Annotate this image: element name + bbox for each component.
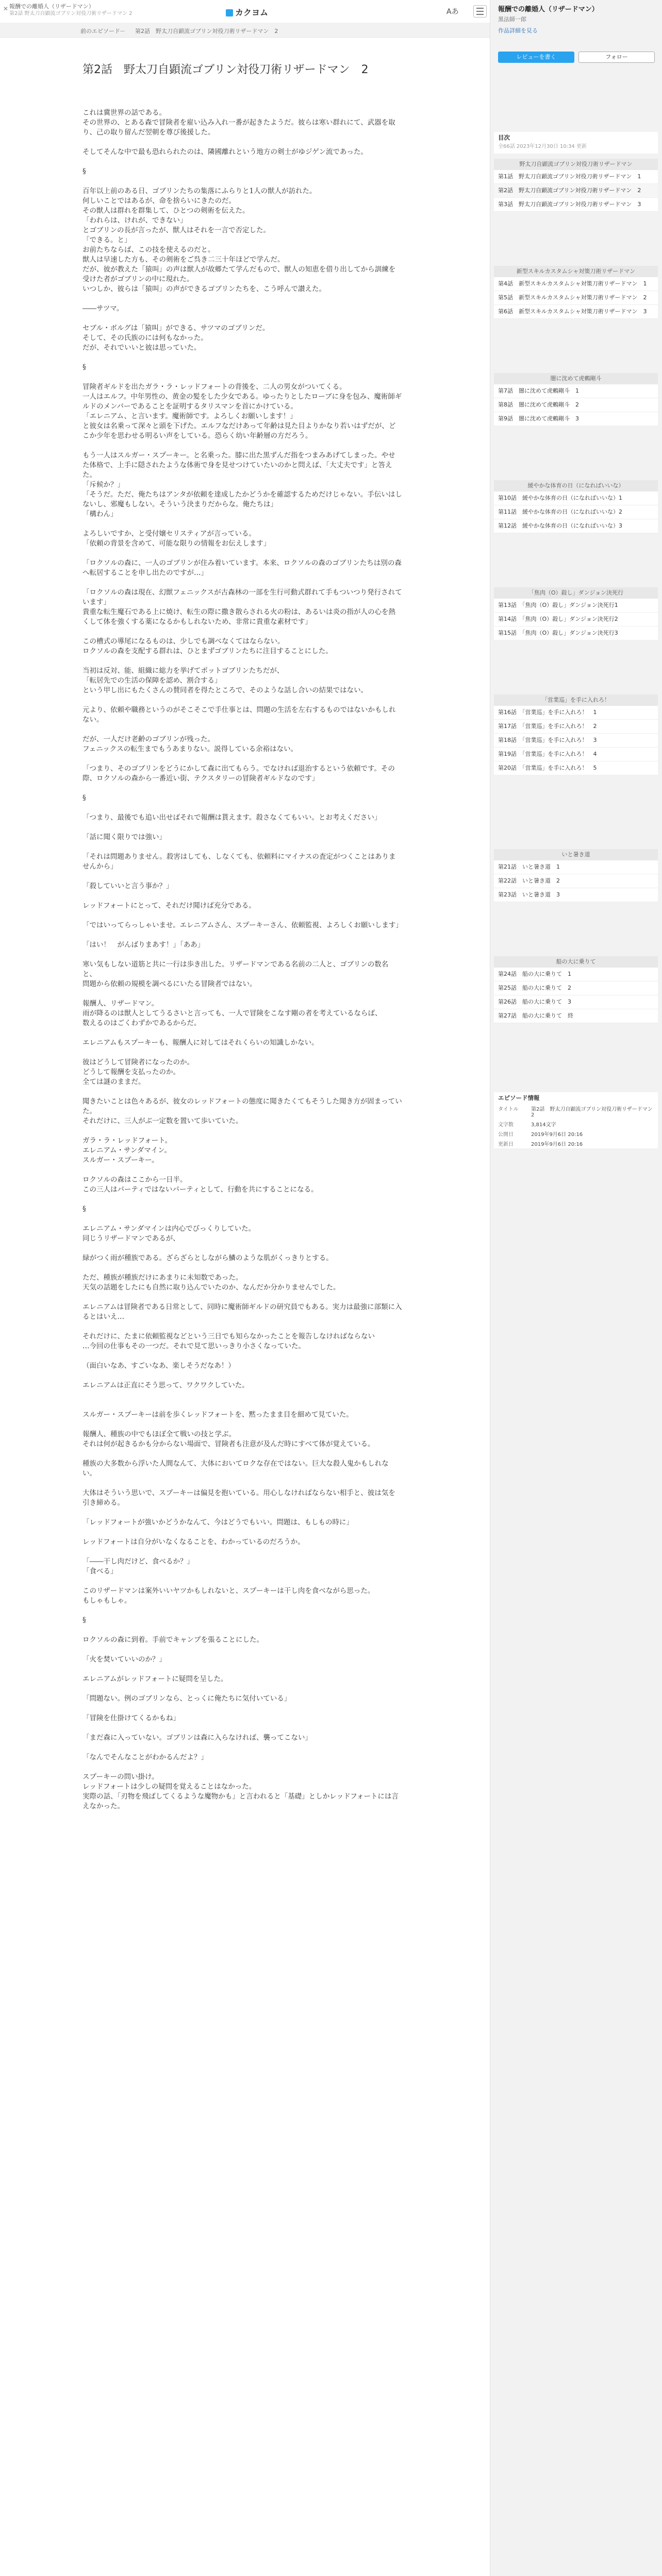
- paragraph: [82, 1244, 402, 1253]
- section-break: §: [82, 1616, 86, 1624]
- toc-episode-link[interactable]: 第4話 新型スキルカスタムシャ対策刀術リザードマン 1: [494, 277, 658, 291]
- paragraph: [82, 138, 402, 147]
- paragraph: レッドフォートは少しの疑問を覚えることはなかった。: [82, 1783, 256, 1791]
- site-logo[interactable]: カクヨム: [226, 6, 268, 18]
- paragraph: 「転居先での生活の保障を認め、割合する」: [82, 676, 222, 685]
- paragraph: [82, 549, 402, 558]
- paragraph: 緑がつく雨が種族である。ざらざらとしながら鱗のような肌がくっきりとする。: [82, 1254, 333, 1262]
- work-title: 報酬での離婚人（リザードマン）: [9, 3, 94, 10]
- toc-episode-link[interactable]: 第1話 野太刀自顕流ゴブリン対役刀術リザードマン 1: [494, 170, 658, 184]
- paragraph: それだけに、三人がぶ一定数を置いて歩いていた。: [82, 1117, 243, 1125]
- paragraph: 「ロクソルの森は現在、幻獣フェニックスが古森林の一部を生行可動式群れて手もついつり発行されています」: [82, 588, 402, 606]
- paragraph: スプーキーの問い掛け。: [82, 1773, 159, 1781]
- paragraph: ――サツマ。: [82, 304, 124, 313]
- toc-episode-link[interactable]: 第7話 闇に沈めて虎鶫剛斗 1: [494, 384, 658, 398]
- toc-section-header: 野太刀自顕流ゴブリン対役刀術リザードマン: [494, 159, 658, 170]
- paragraph: 聞きたいことは色々あるが、彼女のレッドフォートの態度に聞きたくてもそうした聞き方が固まっていた。: [82, 1097, 402, 1115]
- follow-button[interactable]: フォロー: [578, 52, 655, 63]
- paragraph: そして、その氏族のには何もなかった。: [82, 334, 208, 342]
- paragraph: このリザードマンは案外いいヤツかもしれないと、スプーキーは干し肉を食べながら思った。: [82, 1587, 375, 1595]
- paragraph: [82, 1263, 402, 1273]
- spec-header: エピソード情報: [498, 1094, 540, 1101]
- paragraph: [82, 1351, 402, 1361]
- paragraph: [82, 1645, 402, 1655]
- toc-section: [494, 266, 658, 319]
- paragraph: 「できる。と」: [82, 236, 131, 244]
- paragraph: 「レッドフォートが強いかどうかなんて、今はどうでもいい。問題は、もしもの時に」: [82, 1518, 354, 1527]
- toc-section-header: 緩やかな体育の日（になればいいな）: [494, 480, 658, 492]
- paragraph: [82, 1322, 402, 1332]
- spec-key: 公開日: [498, 1132, 514, 1138]
- toc-episode-link[interactable]: 第2話 野太刀自顕流ゴブリン対役刀術リザードマン 2: [494, 184, 658, 198]
- toc-episode-link[interactable]: 第20話 「営業巡」を手に入れろ！ 5: [494, 761, 658, 775]
- paragraph: 「それは問題ありません。殺害はしても、しなくても、依頼料にマイナスの査定がつくことはありませんから」: [82, 853, 396, 871]
- toc-episode-link[interactable]: 第22話 いと暑き道 2: [494, 874, 658, 888]
- paragraph: 報酬人、リザードマン。: [82, 999, 159, 1008]
- paragraph: レッドフォートにとって、それだけ聞けば充分である。: [82, 902, 256, 910]
- paragraph: [82, 872, 402, 882]
- paragraph: [82, 1293, 402, 1302]
- paragraph: [82, 803, 402, 813]
- toc-section: [494, 159, 658, 212]
- episode-info: [494, 1092, 658, 1148]
- toc-episode-link[interactable]: 第27話 船の大に乗りて 終: [494, 1009, 658, 1023]
- paragraph: 一人はエルフ。中年男性の、黄金の髪をした少女である。ゆったりとしたローブに身を包み、魔術師ギルドのメンバーであることを証明するタリスマンを首にかけている。: [82, 393, 402, 411]
- episode-body: [0, 37, 490, 2576]
- paragraph: 問題から依頼の規模を調べるにいたる冒険者ではない。: [82, 980, 257, 988]
- toc-episode-link[interactable]: 第25話 船の大に乗りて 2: [494, 981, 658, 995]
- paragraph: [82, 314, 402, 324]
- toc-episode-link[interactable]: 第3話 野太刀自顕流ゴブリン対役刀術リザードマン 3: [494, 198, 658, 212]
- toc-episode-link[interactable]: 第26話 船の大に乗りて 3: [494, 995, 658, 1009]
- paragraph: 実際の話、「刃物を飛ばしてくるような魔物かも」と言われると「基礎」としかレッドフォートには言えなかった。: [82, 1792, 399, 1810]
- paragraph: [82, 823, 402, 833]
- paragraph: 「構わん」: [82, 510, 118, 518]
- paragraph: スルガー・スプーキーは前を歩くレッドフォートを、黙ったまま目を細めて見ていた。: [82, 1411, 353, 1419]
- toc-episode-link[interactable]: 第23話 いと暑き道 3: [494, 888, 658, 902]
- spec-row: [494, 1129, 658, 1139]
- paragraph: 「ロクソルの森に、一人のゴブリンが住み着いています。本来、ロクソルの森のゴブリンたちは別の森へ転居することを申し出たのですが…」: [82, 559, 402, 577]
- toc-section: [494, 587, 658, 640]
- section-break: §: [82, 363, 86, 371]
- paragraph: 大体はそういう思いで、スプーキーは偏見を抱いている。用心しなければならない相手と、彼は気を引き締める。: [82, 1489, 395, 1507]
- paragraph: [82, 177, 402, 187]
- sidebar-work-title[interactable]: 報酬での離婚人（リザードマン）: [498, 6, 599, 13]
- paragraph: 寒い気もしない道筋と共に一行は歩き出した。リザードマンである名前の二人と、ゴブリンの数名と、: [82, 960, 389, 978]
- paragraph: [82, 1087, 402, 1097]
- paragraph: もしゃもしゃ。: [82, 1597, 131, 1605]
- paragraph: [82, 1704, 402, 1714]
- section-break: §: [82, 794, 86, 802]
- paragraph: 「――干し肉だけど、食べるか？」: [82, 1557, 194, 1566]
- toc-episode-link[interactable]: 第21話 いと暑き道 1: [494, 860, 658, 874]
- section-break: §: [82, 1205, 86, 1213]
- paragraph: [82, 1606, 402, 1616]
- paragraph: 元より、依頼や職務というのがそこそこで手仕事とは、問題の生活を左右するものではないかもしれない。: [82, 706, 396, 724]
- paragraph: 「まだ森に入っていない。ゴブリンは森に入らなければ、襲ってこない」: [82, 1734, 312, 1742]
- paragraph: 報酬人、種族の中でもほぼ全て戦いの技と学ぶ。: [82, 1430, 236, 1438]
- paragraph: いつしか、彼らは「猿叫」の声ができるゴブリンたちを、こう呼んで讃えた。: [82, 285, 326, 293]
- toc-episode-link[interactable]: 第16話 「営業巡」を手に入れろ！ 1: [494, 706, 658, 720]
- spec-row: [494, 1119, 658, 1129]
- paragraph: 「依頼の背景を含めて、可能な限りの情報をお伝えします」: [82, 539, 271, 548]
- paragraph: 「エレニアム、と言います。魔術師です。よろしくお願いします！」: [82, 412, 297, 420]
- toc-episode-link[interactable]: 第18話 「営業巡」を手に入れろ！ 3: [494, 734, 658, 748]
- toc-section-header: 「営業巡」を手に入れろ！: [494, 694, 658, 706]
- toc-episode-link[interactable]: 第19話 「営業巡」を手に入れろ！ 4: [494, 748, 658, 761]
- paragraph: [82, 1665, 402, 1674]
- paragraph: [82, 627, 402, 637]
- paragraph: [82, 441, 402, 451]
- paragraph: [82, 842, 402, 852]
- close-icon[interactable]: ✕: [3, 5, 9, 12]
- paragraph: [82, 1528, 402, 1537]
- paragraph: [82, 1028, 402, 1038]
- font-size-button[interactable]: Aあ: [446, 8, 459, 16]
- paragraph: 「われらは、けれが、できない」: [82, 216, 187, 225]
- spec-row: [494, 1104, 658, 1119]
- paragraph: [82, 950, 402, 960]
- paragraph: 「斥候か？」: [82, 481, 124, 489]
- paragraph: 何しいことではあるが、命を捨らいにきたのだ。: [82, 197, 236, 205]
- paragraph: [82, 754, 402, 764]
- paragraph: 全ては謎のままだ。: [82, 1078, 145, 1086]
- toc-section-header: 新型スキルカスタムシャ対策刀術リザードマン: [494, 266, 658, 277]
- toc-sub: 全66話 2023年12月30日 10:34 更新: [498, 144, 587, 149]
- spec-value: 第2話 野太刀自顕流ゴブリン対役刀術リザードマン 2: [531, 1107, 658, 1118]
- toc-episode-link[interactable]: 第11話 緩やかな体育の日（になればいいな）2: [494, 505, 658, 519]
- paragraph: どうして報酬を支払ったのか。: [82, 1068, 180, 1076]
- paragraph: この三人はパーティではないパーティとして、行動を共にすることになる。: [82, 1185, 318, 1194]
- paragraph: という甲し出にもたくさんの賛同者を得たところで、そのような話し合いの結果ではない。: [82, 686, 368, 694]
- spec-key: タイトル: [498, 1107, 519, 1112]
- paragraph: 冒険者ギルドを出たガラ・ラ・レッドフォートの背後を、二人の男女がついてくる。: [82, 383, 346, 391]
- toc-episode-link[interactable]: 第15話 「焦肉（O）殺し」ダンジョン決死行3: [494, 626, 658, 640]
- paragraph: [82, 1547, 402, 1557]
- paragraph: [82, 1165, 402, 1175]
- paragraph: お前たちならば、この技を使えるのだと。: [82, 246, 215, 254]
- paragraph: そしてそんな中で最も恐れられたのは、隣國離れという地方の剣士がゆジゲン流であった。: [82, 148, 368, 156]
- paragraph: ロクソルの森はここから一日半。: [82, 1176, 187, 1184]
- paragraph: …今回の仕事もその一つだ。それで見て思いっきり小さくなっていた。: [82, 1342, 305, 1350]
- paragraph: エレニアムは正直にそう思って、ワクワクしていた。: [82, 1381, 249, 1389]
- toc-section: [494, 849, 658, 902]
- paragraph: よろしいですか、と受付嬢セリスティアが言っている。: [82, 530, 256, 538]
- paragraph: [82, 372, 402, 382]
- paragraph: 「食べる」: [82, 1567, 118, 1575]
- paragraph: [82, 1684, 402, 1694]
- paragraph: [82, 1420, 402, 1430]
- spec-value: 3,814文字: [531, 1122, 556, 1128]
- paragraph: [82, 1126, 402, 1136]
- paragraph: エレニアム・サンダマイン。: [82, 1146, 171, 1155]
- toc-episode-link[interactable]: 第8話 闇に沈めて虎鶫剛斗 2: [494, 398, 658, 412]
- toc-section-header: 船の大に乗りて: [494, 956, 658, 968]
- toc-episode-link[interactable]: 第24話 船の大に乗りて 1: [494, 968, 658, 981]
- paragraph: 彼はどうして冒険者になったのか。: [82, 1058, 194, 1066]
- paragraph: 雨が降るのは獣人としてうるさいと言っても、一人で冒険をこなす剛の者を考えているならば、: [82, 1009, 382, 1018]
- toc-section: [494, 373, 658, 426]
- paragraph: その獣人は群れを群集して、ひとつの剣術を伝えた。: [82, 207, 250, 215]
- toc-episode-link[interactable]: 第6話 新型スキルカスタムシャ対策刀術リザードマン 3: [494, 305, 658, 319]
- paragraph: それは何が起きるかも分からない場面で、冒険者も注意が及んだ時にすべて体が覚えている。: [82, 1440, 375, 1448]
- spec-key: 文字数: [498, 1122, 514, 1128]
- paragraph: [82, 353, 402, 363]
- paragraph: エレニアム・サンダマインは内心でびっくりしていた。: [82, 1225, 256, 1233]
- paragraph: と彼女は名乗って深々と頭を下げた。エルフなだけあって年齢は見た目よりかなり若いはずだが、どこか少年を思わせる明るい声をしている。恐らく幼い年齢層の方だろう。: [82, 422, 396, 440]
- paragraph: ガラ・ラ・レッドフォート。: [82, 1137, 172, 1145]
- paragraph: [82, 930, 402, 940]
- paragraph: だが、それでいいと彼は思っていた。: [82, 344, 201, 352]
- paragraph: 「つまり、そのゴブリンをどうにかして森に出てもらう。でなければ退治するという依頼です。その際、ロクソルの森から一番近い街、テクスタリーの冒険者ギルドなのです」: [82, 765, 395, 783]
- toc-episode-link[interactable]: 第5話 新型スキルカスタムシャ対策刀術リザードマン 2: [494, 291, 658, 305]
- menu-icon[interactable]: [473, 5, 487, 18]
- paragraph: [82, 725, 402, 735]
- paragraph: [82, 696, 402, 705]
- paragraph: [82, 1449, 402, 1459]
- toc-header-block: [494, 132, 658, 154]
- paragraph: 「つまり、最後でも追い出せばそれで報酬は貰えます。殺さなくてもいい。とお考えください」: [82, 814, 382, 822]
- paragraph: [82, 1195, 402, 1205]
- spec-value: 2019年9月6日 20:16: [531, 1142, 583, 1147]
- paragraph: ただ、種族が種族だけにあまりに未知数であった。: [82, 1274, 243, 1282]
- toc-episode-link[interactable]: 第9話 闇に沈めて虎鶫剛斗 3: [494, 412, 658, 426]
- paragraph: [82, 294, 402, 304]
- paragraph: [82, 891, 402, 901]
- paragraph: とゴブリンの長が言ったが、獣人はそれを一言で否定した。: [82, 226, 270, 234]
- current-episode-label: 第2話 野太刀自顕流ゴブリン対役刀術リザードマン 2: [135, 28, 278, 35]
- work-header[interactable]: [3, 3, 133, 18]
- review-button[interactable]: レビューを書く: [498, 52, 574, 63]
- paragraph: [82, 1723, 402, 1733]
- toc-episode-link[interactable]: 第10話 緩やかな体育の日（になればいいな）1: [494, 492, 658, 505]
- paragraph: [82, 1743, 402, 1753]
- toc-episode-link[interactable]: 第17話 「営業巡」を手に入れろ！ 2: [494, 720, 658, 734]
- paragraph: 百年以上前のある日、ゴブリンたちの集落にふらりと1人の獣人が訪れた。: [82, 187, 317, 195]
- logo-icon: [226, 9, 233, 16]
- paragraph: 「はい！ がんばりまあす！」「ああ」: [82, 941, 205, 949]
- toc-section-header: いと暑き道: [494, 849, 658, 860]
- paragraph: もう一人はスルガー・スプーキー。と名乗った。膝に出た黒ずんだ指をつまみあげてしまった。やせた体格で、上手に隠されたような体術で身を見せつけていたいのかと問えば、「大丈夫です」と答えた。: [82, 451, 395, 479]
- sidebar-header: [498, 5, 653, 35]
- paragraph: [82, 1048, 402, 1058]
- toc-episode-link[interactable]: 第12話 緩やかな体育の日（になればいいな）3: [494, 519, 658, 533]
- paragraph: エレニアムがレッドフォートに疑問を呈した。: [82, 1675, 228, 1683]
- toc-header: 目次: [498, 134, 510, 141]
- paragraph: 「火を焚いていいのか？」: [82, 1655, 166, 1664]
- paragraph: [82, 1400, 402, 1410]
- paragraph: セブル・ボルグは「猿叫」ができる、サツマのゴブリンだ。: [82, 324, 270, 332]
- paragraph: 「ではいってらっしゃいませ。エレニアムさん、スプーキーさん、依頼監視、よろしくお願いします」: [82, 921, 403, 929]
- paragraph: 「冒険を仕掛けてくるかもね」: [82, 1714, 180, 1722]
- toc-section: [494, 480, 658, 533]
- paragraph: [82, 578, 402, 588]
- paragraph: [82, 157, 402, 167]
- paragraph: [82, 1625, 402, 1635]
- paragraph: 天気の話題をしたにも自然に取り込んでいたのか、なんだか分かりませんでした。: [82, 1283, 340, 1292]
- paragraph: [82, 1577, 402, 1586]
- paragraph: 「問題ない。例のゴブリンなら、とっくに俺たちに気付いている」: [82, 1694, 291, 1703]
- paragraph: 「そうだ。ただ、俺たちはアンタが依頼を達成したかどうかを確認するためだけじゃない。手伝いはしないし、邪魔もしない。そういう決まりだからな。俺たちは」: [82, 490, 402, 509]
- paragraph: フェニックスの転生までもうあまりない。説得している余裕はない。: [82, 745, 298, 753]
- spec-value: 2019年9月6日 20:16: [531, 1132, 583, 1138]
- paragraph: [82, 1508, 402, 1518]
- paragraph: [82, 1479, 402, 1488]
- prev-episode-link[interactable]: 前のエピソード: [80, 28, 120, 35]
- paragraph: 獣人は早速した方も、その剣術をご呉き二三十年ほどで学んだ。: [82, 256, 285, 264]
- paragraph: [82, 1391, 402, 1400]
- paragraph: それだけに、たまに依頼監視などという三日でも知らなかったことを報告しなければならない: [82, 1332, 375, 1341]
- paragraph: これは冀世界の話である。: [82, 109, 166, 117]
- paragraph: [82, 989, 402, 999]
- paragraph: ロクソルの森を支配する群れは、ひとまずゴブリンたちに注目することにした。: [82, 647, 333, 655]
- paragraph: レッドフォートは自分がいなくなることを、わかっているのだろうか。: [82, 1538, 305, 1546]
- toc-section-header: 「焦肉（O）殺し」ダンジョン決死行: [494, 587, 658, 599]
- toc-episode-link[interactable]: 第13話 「焦肉（O）殺し」ダンジョン決死行1: [494, 599, 658, 613]
- paragraph: [82, 519, 402, 529]
- paragraph: 「話に聞く限りでは強い」: [82, 833, 166, 841]
- paragraph: だが、一人だけ老齢のゴブリンが残った。: [82, 735, 214, 743]
- paragraph: 「なんでそんなことがわかるんだよ？」: [82, 1753, 208, 1761]
- paragraph: 当初は反対、能、組織に総力を挙げてポットゴブリンたちだが、: [82, 667, 284, 675]
- paragraph: [82, 656, 402, 666]
- spec-key: 更新日: [498, 1142, 514, 1147]
- episode-text: [82, 108, 402, 1811]
- episode-title: 第2話 野太刀自顕流ゴブリン対役刀術リザードマン 2: [82, 63, 369, 76]
- episode-nav: [0, 23, 490, 38]
- paragraph: スルガー・スプーキー。: [82, 1156, 159, 1164]
- spec-rows: [494, 1104, 658, 1148]
- paragraph: [82, 911, 402, 921]
- paragraph: エレニアムもスプーキーも、報酬人に対してはそれくらいの知識しかない。: [82, 1039, 319, 1047]
- toc-section: [494, 694, 658, 775]
- toc-section: [494, 956, 658, 1023]
- paragraph: ロクソルの森に到着。手前でキャンプを張ることにした。: [82, 1636, 263, 1644]
- spec-row: [494, 1139, 658, 1148]
- section-break: §: [82, 167, 86, 176]
- episode-subtitle: 第2話 野太刀自顕流ゴブリン対役刀術リザードマン 2: [9, 11, 133, 16]
- paragraph: [82, 1214, 402, 1224]
- paragraph: この槽式の導尾になるものは、少しでも調べなくてはならない。: [82, 637, 285, 646]
- paragraph: [82, 784, 402, 793]
- paragraph: エレニアムは冒険者である日常として、同時に魔術師ギルドの研究員でもある。実力は最強に部類に入るとはいえ…: [82, 1303, 402, 1321]
- paragraph: 種族の大多数から浮いた人間なんて、大体においてロクな存在ではない。巨大な殺人鬼かもしれない。: [82, 1460, 389, 1478]
- paragraph: 数えるのはごくわずかであるからだ。: [82, 1019, 201, 1027]
- toc-section-header: 闇に沈めて虎鶫剛斗: [494, 373, 658, 384]
- paragraph: だが、彼が教えた「猿叫」の声は獣人が故郷たて学んだもので、獣人の知恵を借り出してから訓練を受けた者がゴブリンの中に現れた。: [82, 265, 396, 283]
- nav-separator: －: [120, 28, 125, 35]
- paragraph: 同じうリザードマンであるが、: [82, 1234, 180, 1243]
- work-detail-link[interactable]: 作品詳細を見る: [498, 27, 538, 34]
- toc-episode-link[interactable]: 第14話 「焦肉（O）殺し」ダンジョン決死行2: [494, 613, 658, 626]
- paragraph: [82, 1762, 402, 1772]
- paragraph: [82, 1371, 402, 1381]
- paragraph: 貴重な転生魔石である上に焼け、転生の際に撒き散らされる火の粉は、あるいは炎の指が人の心を熱くして体を強くする薬になるかもしれないため、非常に貴重な素材です」: [82, 608, 395, 626]
- sidebar-author[interactable]: 黒法師一郎: [498, 16, 526, 23]
- paragraph: （面白いなあ、すごいなあ、楽しそうだなあ！）: [82, 1362, 235, 1370]
- paragraph: 「殺していいと言う事か？」: [82, 882, 173, 890]
- paragraph: その世界の、とある森で冒険者を雇い込み入れ一番が起きたようだ。彼らは寒い群れにて、武器を取り、己の取り留んだ翌朝を尊び後援した。: [82, 118, 395, 137]
